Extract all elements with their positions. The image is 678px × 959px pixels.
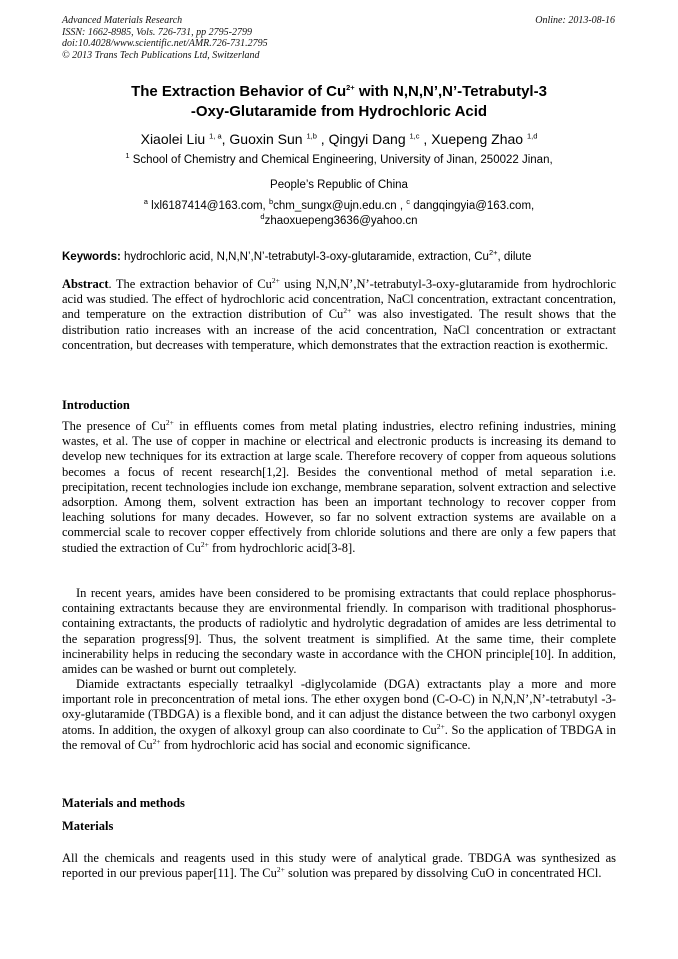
body-text: Diamide extractants especially tetraalkyl -diglycolamide (DGA) extractants play a more and more important role in preconcentration of metal ions. The ether oxygen bond (C-O-C) in N,N,N’,N’-tetrabutyl -3-oxy-glutaramide (TBDGA) is a flexible bond, and it can adjust the distance between the two carbonyl oxygen atoms. In addition, the oxygen of alkoxyl group can also coordinate to Cu — [62, 677, 616, 737]
body-text: from hydrochloric acid[3-8]. — [208, 540, 356, 555]
affiliation-mark: 1 — [125, 151, 130, 161]
body-text: in effluents comes from metal plating industries, electro refining industries, mining wastes, et al. The use of copper in machine or electrical and electronic products is increasing its demand to develop new techniques for its extraction at large scale. Therefore recovery of copper from aqueous solutions becomes a focus of recent research[1,2]. Besides the conventional method of metal separation i.e. precipitation, recent technologies include ion exchange, membrane separation, solvent extraction and selective adsorption. Among them, solvent extraction has been an important technology to recover copper from leaching solutions for many decades. However, so far no solvent extraction systems are available on a commercial scale to recover copper effectively from chloride solutions and there are only a few papers that studied the extraction of Cu — [62, 419, 617, 555]
doi-line: doi:10.4028/www.scientific.net/AMR.726-731.2795 — [62, 38, 268, 49]
keywords-text: , dilute — [497, 251, 532, 263]
email-mark: d — [260, 212, 265, 222]
superscript: 2+ — [436, 721, 445, 731]
title-text: with N,N,N’,N’-Tetrabutyl-3 — [354, 83, 547, 100]
email-list — [62, 199, 616, 229]
abstract-text: was also investigated. The result shows that the distribution ratio increases with an increase of the acid concentration, NaCl concentration or extractant concentration, but decreases with temperature, which demonstrates that the extraction reaction is exothermic. — [62, 307, 616, 352]
title-text: The Extraction Behavior of Cu — [131, 83, 347, 100]
email-address: chm_sungx@ujn.edu.cn , — [273, 200, 407, 212]
superscript: 2+ — [152, 736, 161, 746]
abstract-text: . The extraction behavior of Cu — [108, 277, 272, 291]
materials-paragraph — [62, 851, 616, 881]
author-affil-mark: 1,b — [306, 131, 317, 141]
email-address: zhaoxuepeng3636@yahoo.cn — [264, 215, 418, 227]
author-list: Xiaolei Liu $^{1, a}$, Guoxin Sun $^{1,b}$ , Qingyi Dang $^{1,c}$ , Xuepeng Zhao $^{1,d}$ — [140, 131, 538, 147]
intro-paragraph-2: In recent years, amides have been considered to be promising extractants that could replace phosphorus-containing extractants because they are environmental friendly. In comparison with traditional phosphorus-containing extractants, the products of radiolytic and hydrolytic degradation of amides are less detrimental to the separation progress[9]. Thus, the solvent treatment is simplified. At the same time, their complete incinerability helps in reducing the secondary waste in accordance with the CHON principle[10]. In addition, amides can be washed or burnt out completely. — [62, 586, 616, 677]
author-affil-mark: 1,d — [526, 131, 538, 141]
intro-paragraph-1 — [62, 419, 616, 556]
issn-line: ISSN: 1662-8985, Vols. 726-731, pp 2795-2799 — [62, 26, 252, 38]
author-name: Xuepeng Zhao — [431, 131, 524, 147]
journal-header — [62, 15, 268, 61]
subsection-heading-materials: Materials — [62, 819, 114, 833]
affiliation — [62, 153, 616, 168]
abstract-text: using N,N,N’,N’-tetrabutyl-3-oxy-glutaramide from hydrochloric acid was studied. The effect of hydrochloric acid concentration, NaCl concentration, extractant concentration, and temperature on the extraction distribution of Cu — [62, 277, 616, 322]
email-mark: c — [406, 197, 411, 207]
abstract — [62, 277, 616, 353]
superscript: 2+ — [343, 306, 352, 316]
author-affil-mark: 1,c — [409, 131, 420, 141]
keywords-text: hydrochloric acid, N,N,N’,N’-tetrabutyl-3-oxy-glutaramide, extraction, Cu — [120, 251, 489, 263]
keywords — [62, 250, 616, 265]
affiliation-country: People’s Republic of China — [270, 179, 408, 191]
body-text: solution was prepared by dissolving CuO in concentrated HCl. — [284, 866, 602, 881]
copyright-line: © 2013 Trans Tech Publications Ltd, Switzerland — [62, 49, 260, 61]
email-address: dangqingyia@163.com, — [410, 200, 535, 212]
body-text: The presence of Cu — [62, 419, 166, 433]
intro-paragraph-3 — [62, 677, 616, 753]
keywords-label: Keywords: — [62, 251, 121, 263]
body-text: All the chemicals and reagents used in this study were of analytical grade. TBDGA was synthesized as reported in our previous paper[11]. The Cu — [62, 851, 616, 881]
section-heading-materials-methods: Materials and methods — [62, 796, 185, 810]
title-superscript: 2+ — [346, 83, 355, 92]
superscript: 2+ — [271, 275, 280, 285]
keywords-superscript: 2+ — [488, 248, 498, 258]
email-address: lxl6187414@163.com, — [147, 200, 269, 212]
email-mark: b — [268, 197, 274, 207]
superscript: 2+ — [165, 417, 174, 427]
section-heading-introduction: Introduction — [62, 398, 130, 412]
author-name: Xiaolei Liu — [140, 131, 206, 147]
author-name: Qingyi Dang — [328, 131, 406, 147]
superscript: 2+ — [276, 865, 285, 875]
author-name: Guoxin Sun — [229, 131, 303, 147]
author-affil-mark: 1, a — [209, 131, 222, 141]
paper-title — [62, 82, 616, 122]
journal-name: Advanced Materials Research — [62, 15, 183, 26]
title-text: -Oxy-Glutaramide from Hydrochloric Acid — [190, 103, 488, 120]
body-text: from hydrochloric acid has social and economic significance. — [160, 737, 471, 752]
body-text: . So the application of TBDGA in the removal of Cu — [62, 722, 616, 752]
superscript: 2+ — [200, 539, 209, 549]
email-mark: a — [143, 197, 148, 207]
online-date: Online: 2013-08-16 — [535, 15, 615, 26]
affiliation-line: School of Chemistry and Chemical Engineering, University of Jinan, 250022 Jinan, — [129, 154, 553, 166]
abstract-label: Abstract — [62, 277, 109, 291]
